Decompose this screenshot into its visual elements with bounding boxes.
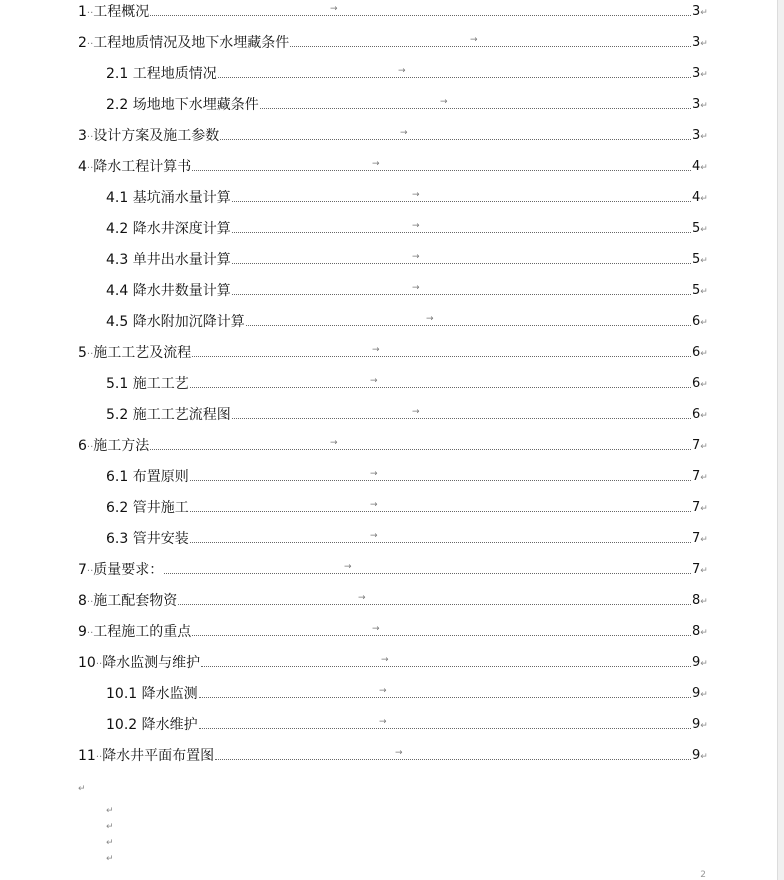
toc-entry-text <box>106 94 260 116</box>
toc-entry-separator: ·· <box>95 752 103 763</box>
toc-entry-separator: ·· <box>86 8 94 19</box>
toc-entry-text <box>106 528 190 550</box>
toc-entry-text <box>78 621 192 645</box>
toc-entry-separator: ·· <box>86 349 94 360</box>
toc-entry-text <box>78 342 192 366</box>
dot-leader <box>199 697 691 698</box>
tab-arrow-icon: → <box>330 4 338 14</box>
toc-entry-page-number: 9 <box>692 655 701 670</box>
toc-entry-text <box>106 63 218 85</box>
empty-paragraph-mark: ↵ <box>106 822 114 832</box>
paragraph-mark-icon: ↵ <box>700 287 708 297</box>
toc-entry[interactable] <box>0 621 784 645</box>
toc-entry-page-number: 6 <box>692 376 701 391</box>
dot-leader <box>164 573 691 574</box>
toc-entry-page-number: 3 <box>692 97 701 112</box>
toc-entry-text <box>106 404 232 426</box>
toc-entry-text <box>106 497 190 519</box>
dot-leader <box>290 46 691 47</box>
tab-arrow-icon: → <box>426 314 434 324</box>
toc-entry[interactable] <box>0 373 784 397</box>
toc-entry-separator: ·· <box>86 163 94 174</box>
toc-entry-page <box>692 435 708 458</box>
toc-entry-title: 工程施工的重点 <box>93 624 192 640</box>
toc-entry-page-number: 9 <box>692 717 701 732</box>
paragraph-mark-icon: ↵ <box>700 566 708 576</box>
paragraph-mark-icon: ↵ <box>700 8 708 18</box>
toc-entry-title: 施工方法 <box>93 438 150 454</box>
toc-entry-page-number: 3 <box>692 66 701 81</box>
toc-entry-page <box>692 497 708 520</box>
toc-entry-separator: ·· <box>86 566 94 577</box>
dot-leader <box>260 108 691 109</box>
toc-entry-page-number: 9 <box>692 748 701 763</box>
dot-leader <box>192 170 691 171</box>
toc-entry-page <box>692 156 708 179</box>
toc-entry-text <box>78 559 164 583</box>
toc-entry-page-number: 4 <box>692 159 701 174</box>
toc-entry-text <box>106 466 190 488</box>
toc-entry[interactable] <box>0 745 784 769</box>
toc-entry-page-number: 7 <box>692 500 701 515</box>
toc-entry-text <box>106 373 190 395</box>
tab-arrow-icon: → <box>358 593 366 603</box>
empty-paragraph-mark: ↵ <box>106 854 114 864</box>
toc-entry-title: 6.2 管井施工 <box>106 500 189 516</box>
toc-entry[interactable] <box>0 714 784 738</box>
toc-entry-page-number: 6 <box>692 407 701 422</box>
toc-entry-page-number: 6 <box>692 345 701 360</box>
toc-entry-page-number: 3 <box>692 128 701 143</box>
toc-entry-page-number: 7 <box>692 562 701 577</box>
empty-paragraph-mark: ↵ <box>106 838 114 848</box>
dot-leader <box>232 294 691 295</box>
toc-entry-text <box>106 218 232 240</box>
dot-leader <box>232 201 691 202</box>
toc-entry-title: 质量要求： <box>93 562 164 578</box>
toc-entry[interactable] <box>0 94 784 118</box>
toc-entry-title: 2.2 场地地下水埋藏条件 <box>106 97 259 113</box>
paragraph-mark-icon: ↵ <box>700 163 708 173</box>
paragraph-mark-icon: ↵ <box>700 442 708 452</box>
dot-leader <box>232 418 691 419</box>
toc-entry[interactable] <box>0 125 784 149</box>
toc-entry-text <box>78 1 150 25</box>
paragraph-mark-icon: ↵ <box>700 535 708 545</box>
toc-entry[interactable] <box>0 218 784 242</box>
toc-entry-page <box>692 590 708 613</box>
toc-entry-separator: ·· <box>86 132 94 143</box>
toc-entry-number: 1 <box>78 4 87 20</box>
tab-arrow-icon: → <box>381 655 389 665</box>
toc-entry-page-number: 3 <box>692 35 701 50</box>
toc-entry-number: 7 <box>78 562 87 578</box>
toc-entry-page <box>692 621 708 644</box>
tab-arrow-icon: → <box>370 531 378 541</box>
toc-entry[interactable] <box>0 528 784 552</box>
toc-entry-title: 降水工程计算书 <box>93 159 192 175</box>
toc-entry-page <box>692 218 708 241</box>
toc-entry-title: 2.1 工程地质情况 <box>106 66 217 82</box>
toc-entry-page-number: 4 <box>692 190 701 205</box>
tab-arrow-icon: → <box>412 190 420 200</box>
toc-entry-page-number: 7 <box>692 438 701 453</box>
toc-entry-page-number: 7 <box>692 531 701 546</box>
toc-entry-page-number: 5 <box>692 283 701 298</box>
toc-entry-text <box>78 32 290 56</box>
toc-entry-separator: ·· <box>86 442 94 453</box>
toc-entry[interactable] <box>0 435 784 459</box>
toc-entry-page <box>692 1 708 24</box>
toc-entry-page-number: 6 <box>692 314 701 329</box>
tab-arrow-icon: → <box>370 469 378 479</box>
toc-entry-text <box>106 311 246 333</box>
toc-entry-page-number: 9 <box>692 686 701 701</box>
toc-entry-text <box>78 125 220 149</box>
toc-entry-page <box>692 373 708 396</box>
tab-arrow-icon: → <box>412 407 420 417</box>
toc-entry-separator: ·· <box>86 628 94 639</box>
toc-entry-page <box>692 559 708 582</box>
tab-arrow-icon: → <box>370 500 378 510</box>
toc-entry-page <box>692 745 708 768</box>
page-number-footer: 2 <box>700 870 706 880</box>
toc-entry-number: 8 <box>78 593 87 609</box>
toc-entry-title: 4.1 基坑涌水量计算 <box>106 190 231 206</box>
toc-entry-page-number: 8 <box>692 624 701 639</box>
toc-entry-page-number: 5 <box>692 252 701 267</box>
toc-entry-title: 工程地质情况及地下水埋藏条件 <box>93 35 290 51</box>
dot-leader <box>201 666 691 667</box>
paragraph-mark-icon: ↵ <box>700 752 708 762</box>
toc-entry-title: 6.3 管井安装 <box>106 531 189 547</box>
toc-entry-title: 4.2 降水井深度计算 <box>106 221 231 237</box>
tab-arrow-icon: → <box>372 624 380 634</box>
tab-arrow-icon: → <box>395 748 403 758</box>
toc-entry-title: 5.2 施工工艺流程图 <box>106 407 231 423</box>
paragraph-mark-icon: ↵ <box>700 194 708 204</box>
toc-entry[interactable] <box>0 32 784 56</box>
toc-entry-title: 施工工艺及流程 <box>93 345 192 361</box>
toc-entry-page <box>692 404 708 427</box>
paragraph-mark-icon: ↵ <box>700 132 708 142</box>
toc-entry[interactable] <box>0 342 784 366</box>
toc-entry-page-number: 8 <box>692 593 701 608</box>
tab-arrow-icon: → <box>470 35 478 45</box>
toc-entry[interactable] <box>0 590 784 614</box>
paragraph-mark-icon: ↵ <box>700 411 708 421</box>
toc-entry[interactable] <box>0 249 784 273</box>
toc-entry-title: 4.3 单井出水量计算 <box>106 252 231 268</box>
toc-entry-page <box>692 280 708 303</box>
paragraph-mark-icon: ↵ <box>700 101 708 111</box>
dot-leader <box>190 387 691 388</box>
toc-entry-title: 施工配套物资 <box>93 593 178 609</box>
toc-entry-text <box>78 745 215 769</box>
toc-entry-number: 6 <box>78 438 87 454</box>
paragraph-mark-icon: ↵ <box>700 318 708 328</box>
dot-leader <box>199 728 691 729</box>
tab-arrow-icon: → <box>412 252 420 262</box>
dot-leader <box>218 77 691 78</box>
toc-entry-text <box>78 652 201 676</box>
tab-arrow-icon: → <box>379 686 387 696</box>
toc-entry[interactable] <box>0 652 784 676</box>
paragraph-mark-icon: ↵ <box>700 70 708 80</box>
dot-leader <box>220 139 691 140</box>
toc-entry-number: 9 <box>78 624 87 640</box>
dot-leader <box>232 263 691 264</box>
toc-entry-text <box>106 280 232 302</box>
tab-arrow-icon: → <box>379 717 387 727</box>
toc-entry-title: 6.1 布置原则 <box>106 469 189 485</box>
toc-entry-number: 11 <box>78 748 96 764</box>
toc-entry-separator: ·· <box>95 659 103 670</box>
toc-entry-page <box>692 311 708 334</box>
toc-entry-page <box>692 249 708 272</box>
tab-arrow-icon: → <box>330 438 338 448</box>
paragraph-mark-icon: ↵ <box>700 380 708 390</box>
toc-entry-number: 5 <box>78 345 87 361</box>
toc-entry[interactable] <box>0 187 784 211</box>
toc-entry[interactable] <box>0 683 784 707</box>
toc-entry-page <box>692 63 708 86</box>
paragraph-mark-icon: ↵ <box>700 597 708 607</box>
dot-leader <box>190 511 691 512</box>
paragraph-mark-icon: ↵ <box>700 39 708 49</box>
toc-entry-text <box>78 435 150 459</box>
dot-leader <box>215 759 691 760</box>
toc-entry-page <box>692 94 708 117</box>
toc-entry-title: 5.1 施工工艺 <box>106 376 189 392</box>
paragraph-mark-icon: ↵ <box>700 504 708 514</box>
toc-entry-separator: ·· <box>86 39 94 50</box>
tab-arrow-icon: → <box>372 159 380 169</box>
tab-arrow-icon: → <box>370 376 378 386</box>
dot-leader <box>192 635 691 636</box>
tab-arrow-icon: → <box>398 66 406 76</box>
toc-entry-page <box>692 342 708 365</box>
toc-entry-page <box>692 32 708 55</box>
toc-entry-separator: ·· <box>86 597 94 608</box>
toc-entry-title: 工程概况 <box>93 4 150 20</box>
toc-entry[interactable] <box>0 497 784 521</box>
empty-paragraph-mark: ↵ <box>78 784 86 794</box>
toc-entry-text <box>106 249 232 271</box>
tab-arrow-icon: → <box>412 283 420 293</box>
toc-entry-text <box>78 156 192 180</box>
toc-entry[interactable] <box>0 311 784 335</box>
toc-entry[interactable] <box>0 404 784 428</box>
toc-entry-title: 设计方案及施工参数 <box>93 128 220 144</box>
toc-entry-page <box>692 683 708 706</box>
toc-entry-page <box>692 187 708 210</box>
paragraph-mark-icon: ↵ <box>700 473 708 483</box>
dot-leader <box>232 232 691 233</box>
dot-leader <box>190 542 691 543</box>
paragraph-mark-icon: ↵ <box>700 256 708 266</box>
dot-leader <box>150 15 691 16</box>
paragraph-mark-icon: ↵ <box>700 225 708 235</box>
dot-leader <box>246 325 691 326</box>
toc-entry-text <box>78 590 178 614</box>
toc-entry-title: 10.2 降水维护 <box>106 717 198 733</box>
toc-entry[interactable] <box>0 466 784 490</box>
scrollbar-edge[interactable] <box>777 0 784 880</box>
toc-entry-page <box>692 125 708 148</box>
toc-entry[interactable] <box>0 63 784 87</box>
paragraph-mark-icon: ↵ <box>700 349 708 359</box>
toc-entry[interactable] <box>0 280 784 304</box>
toc-entry-number: 10 <box>78 655 96 671</box>
dot-leader <box>178 604 691 605</box>
toc-entry-page <box>692 714 708 737</box>
toc-entry[interactable] <box>0 156 784 180</box>
paragraph-mark-icon: ↵ <box>700 628 708 638</box>
paragraph-mark-icon: ↵ <box>700 690 708 700</box>
toc-entry-page <box>692 466 708 489</box>
toc-entry-page-number: 3 <box>692 4 701 19</box>
empty-paragraph-mark: ↵ <box>106 806 114 816</box>
toc-entry-text <box>106 714 199 736</box>
toc-entry-number: 4 <box>78 159 87 175</box>
toc-entry-title: 4.5 降水附加沉降计算 <box>106 314 245 330</box>
toc-entry-page <box>692 652 708 675</box>
toc-entry-number: 2 <box>78 35 87 51</box>
dot-leader <box>190 480 691 481</box>
toc-entry-page-number: 5 <box>692 221 701 236</box>
dot-leader <box>150 449 691 450</box>
tab-arrow-icon: → <box>344 562 352 572</box>
paragraph-mark-icon: ↵ <box>700 659 708 669</box>
toc-entry-page-number: 7 <box>692 469 701 484</box>
toc-entry-number: 3 <box>78 128 87 144</box>
toc-entry-text <box>106 683 199 705</box>
toc-entry[interactable] <box>0 1 784 25</box>
tab-arrow-icon: → <box>372 345 380 355</box>
toc-entry-title: 4.4 降水井数量计算 <box>106 283 231 299</box>
paragraph-mark-icon: ↵ <box>700 721 708 731</box>
toc-entry-title: 10.1 降水监测 <box>106 686 198 702</box>
tab-arrow-icon: → <box>412 221 420 231</box>
toc-entry[interactable] <box>0 559 784 583</box>
dot-leader <box>192 356 691 357</box>
toc-entry-page <box>692 528 708 551</box>
tab-arrow-icon: → <box>400 128 408 138</box>
tab-arrow-icon: → <box>440 97 448 107</box>
toc-entry-title: 降水井平面布置图 <box>102 748 215 764</box>
toc-entry-title: 降水监测与维护 <box>102 655 201 671</box>
toc-entry-text <box>106 187 232 209</box>
